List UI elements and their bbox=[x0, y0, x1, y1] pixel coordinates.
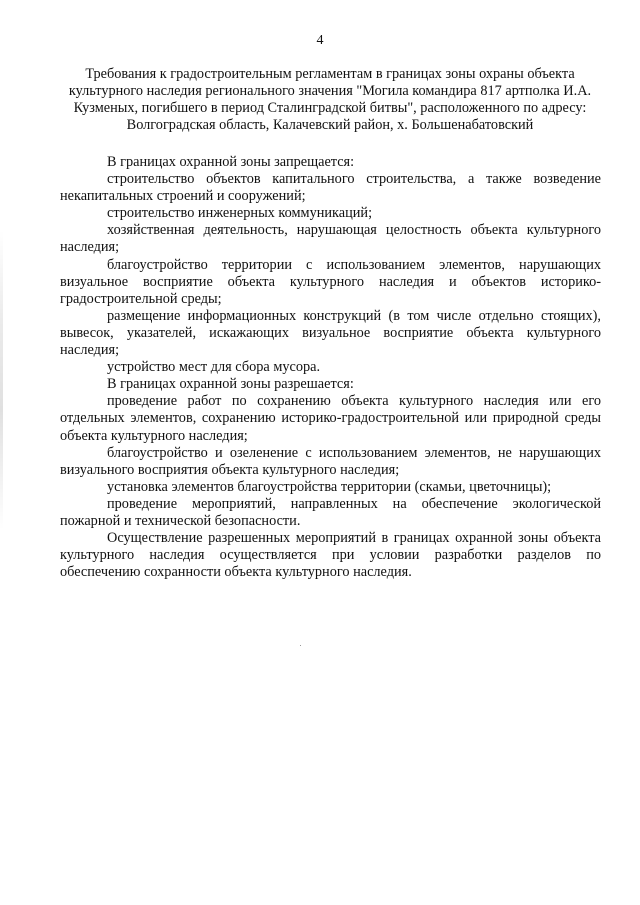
document-body bbox=[60, 154, 601, 581]
paragraph: проведение работ по сохранению объекта культурного наследия или его отдельных элементов, сохранению историко-градостроительной или природной среды объекта культурного наследия; bbox=[60, 393, 601, 444]
paragraph: размещение информационных конструкций (в том числе отдельно стоящих), вывесок, указателей, искажающих визуальное восприятие объекта культурного наследия; bbox=[60, 307, 601, 359]
paragraph: устройство мест для сбора мусора. bbox=[107, 359, 321, 376]
page-number: 4 bbox=[316, 33, 324, 48]
paragraph: хозяйственная деятельность, нарушающая целостность объекта культурного наследия; bbox=[60, 222, 601, 256]
paragraph-permitted-heading: В границах охранной зоны разрешается: bbox=[107, 376, 354, 393]
paragraph-conclusion: Осуществление разрешенных мероприятий в границах охранной зоны объекта культурного наследия осуществляется при условии разработки разделов по обеспечению сохранности объекта культурного наследия. bbox=[60, 530, 601, 581]
scan-speck bbox=[300, 645, 301, 646]
paragraph: установка элементов благоустройства территории (скамьи, цветочницы); bbox=[107, 478, 552, 495]
document-title: Требования к градостроительным регламентам в границах зоны охраны объекта культурного наследия регионального значения "Могила командира 817 артполка И.А. Кузменых, погибшего в период Сталинградской битвы", расположенного по адресу: Волгоградская область, Калачевский район, х. Большенабатовский bbox=[68, 66, 592, 133]
paragraph: проведение мероприятий, направленных на обеспечение экологической пожарной и технической безопасности. bbox=[60, 495, 601, 529]
paragraph: строительство инженерных коммуникаций; bbox=[107, 205, 373, 222]
paragraph-prohibited-heading: В границах охранной зоны запрещается: bbox=[107, 154, 355, 170]
paragraph: благоустройство территории с использованием элементов, нарушающих визуальное восприятие объекта культурного наследия и объектов историко-градостроительной среды; bbox=[60, 256, 601, 307]
paragraph: строительство объектов капитального строительства, а также возведение некапитальных строений и сооружений; bbox=[60, 171, 601, 205]
scan-edge-shadow bbox=[0, 230, 3, 530]
paragraph: благоустройство и озеленение с использованием элементов, не нарушающих визуального восприятия объекта культурного наследия; bbox=[60, 444, 601, 478]
